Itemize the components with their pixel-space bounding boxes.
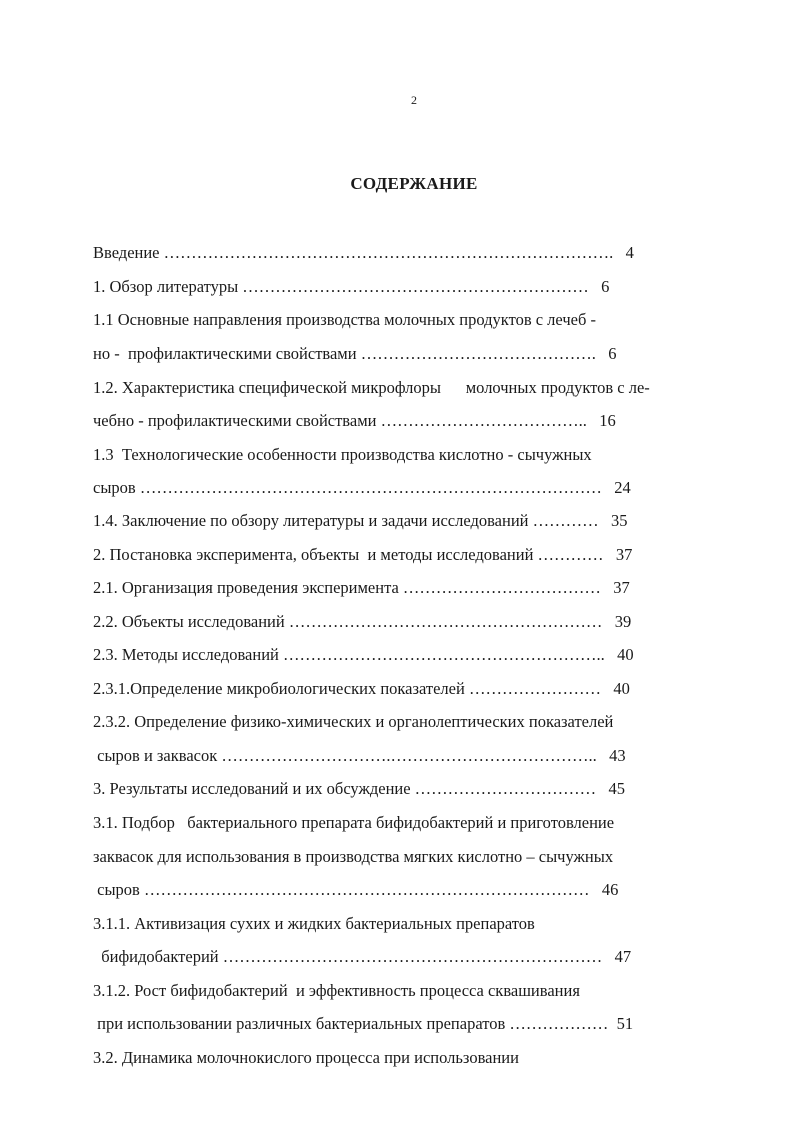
- page-title: СОДЕРЖАНИЕ: [350, 174, 478, 193]
- page-number: 2: [411, 93, 417, 107]
- toc-entry-3-1-line3: сыров ……………………………………………………………………… 46: [93, 880, 619, 899]
- toc-entry-1-2-line1: 1.2. Характеристика специфической микрофлоры молочных продуктов с ле-: [93, 378, 650, 397]
- toc-entry-3-1-line2: заквасок для использования в производства мягких кислотно – сычужных: [93, 847, 614, 866]
- toc-entry-3-2-line1: 3.2. Динамика молочнокислого процесса при использовании: [93, 1048, 519, 1067]
- toc-entry-2-3-2-line1: 2.3.2. Определение физико-химических и органолептических показателей: [93, 712, 614, 731]
- toc-entry-2-1: 2.1. Организация проведения эксперимента ……………………………… 37: [93, 578, 630, 597]
- toc-entry-1-3-line1: 1.3 Технологические особенности производства кислотно - сычужных: [93, 445, 592, 464]
- toc-entry-introduction: Введение ………………………………………………………………………. 4: [93, 243, 634, 262]
- toc-entry-2-3-1: 2.3.1.Определение микробиологических показателей …………………… 40: [93, 679, 630, 698]
- toc-entry-2-2: 2.2. Объекты исследований ………………………………………………… 39: [93, 612, 632, 631]
- toc-entry-3-1-1-line2: бифидобактерий …………………………………………………………… 47: [93, 947, 632, 966]
- toc-entry-3-1-2-line2: при использовании различных бактериальных препаратов ……………… 51: [93, 1014, 634, 1033]
- toc-entry-3: 3. Результаты исследований и их обсуждение …………………………… 45: [93, 779, 626, 798]
- toc-entry-1-3-line2: сыров ………………………………………………………………………… 24: [93, 478, 631, 497]
- toc-entry-1-2-line2: чебно - профилактическими свойствами ……………………………….. 16: [93, 411, 616, 430]
- toc-entry-3-1-1-line1: 3.1.1. Активизация сухих и жидких бактериальных препаратов: [93, 914, 535, 933]
- toc-entry-2: 2. Постановка эксперимента, объекты и методы исследований ………… 37: [93, 545, 633, 564]
- toc-entry-1: 1. Обзор литературы ……………………………………………………… 6: [93, 277, 610, 296]
- toc-entry-3-1-line1: 3.1. Подбор бактериального препарата бифидобактерий и приготовление: [93, 813, 615, 832]
- toc-entry-1-4: 1.4. Заключение по обзору литературы и задачи исследований ………… 35: [93, 511, 628, 530]
- toc-entry-1-1-line1: 1.1 Основные направления производства молочных продуктов с лечеб -: [93, 310, 596, 329]
- toc-entry-3-1-2-line1: 3.1.2. Рост бифидобактерий и эффективность процесса сквашивания: [93, 981, 580, 1000]
- toc-entry-1-1-line2: но - профилактическими свойствами ……………………………………. 6: [93, 344, 617, 363]
- toc-entry-2-3-2-line2: сыров и заквасок ………………………….……………………………….. 43: [93, 746, 626, 765]
- toc-entry-2-3: 2.3. Методы исследований ………………………………………………….. 40: [93, 645, 634, 664]
